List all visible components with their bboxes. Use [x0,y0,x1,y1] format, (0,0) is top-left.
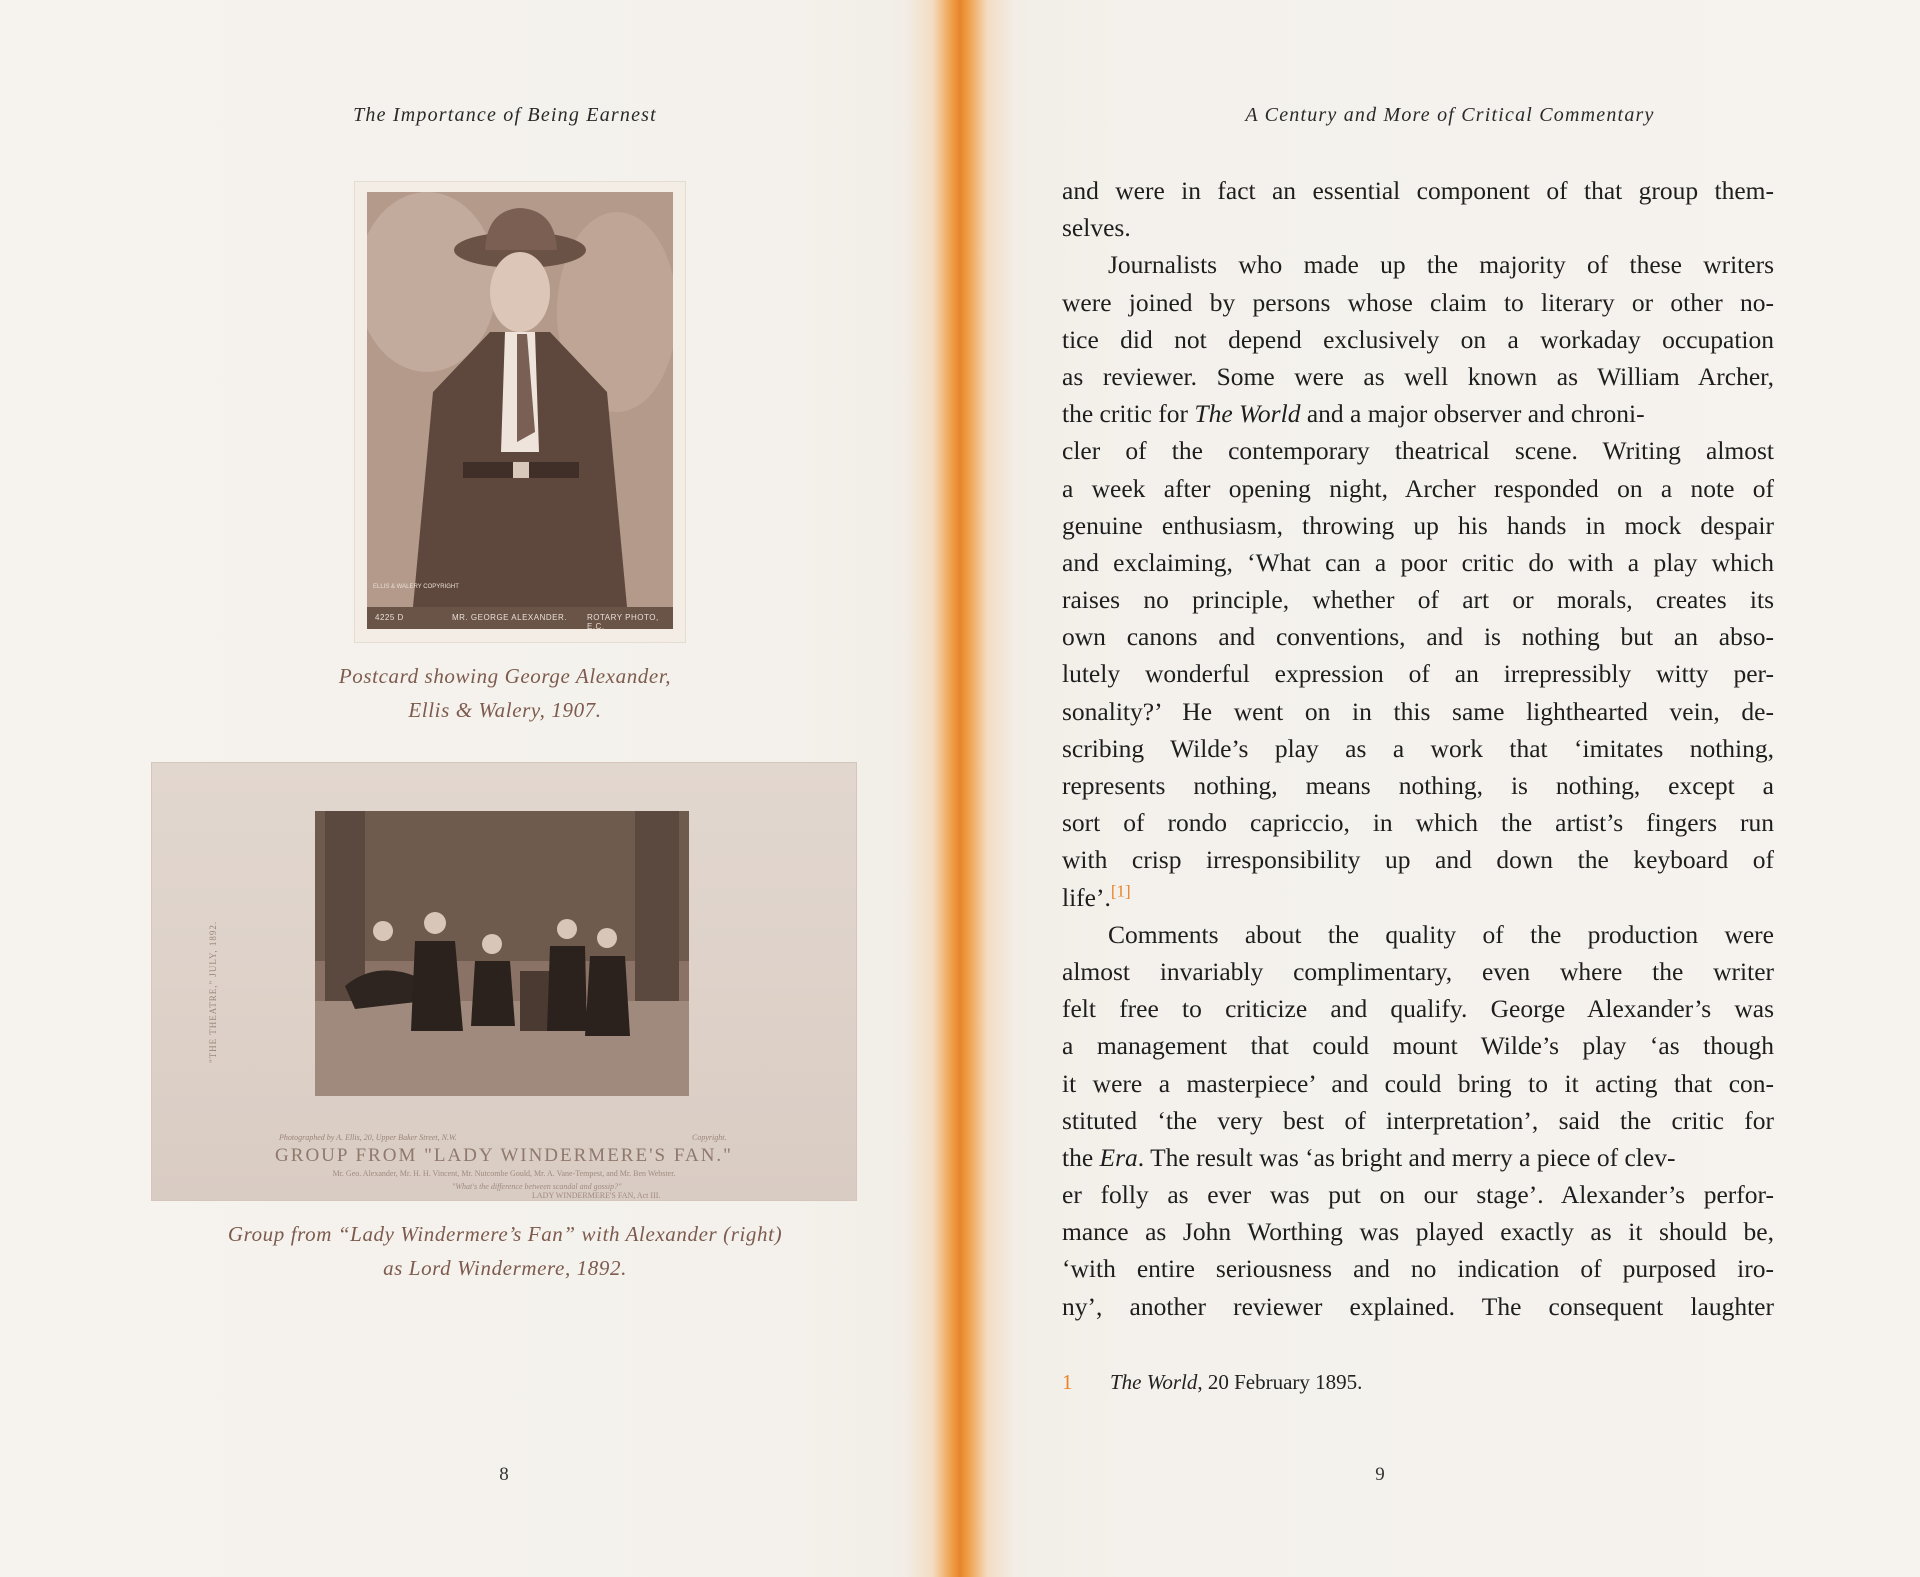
text-line: ny’, another reviewer explained. The consequent laughter [1062,1291,1774,1321]
text-line: as reviewer. Some were as well known as William Archer, [1062,361,1774,391]
left-running-head: The Importance of Being Earnest [353,104,657,126]
postcard-code: 4225 D [375,613,404,622]
george-alexander-portrait [367,192,673,607]
footnote-reference-link[interactable]: [1] [1110,881,1131,901]
text-line: lutely wonderful expression of an irrepressibly witty per- [1062,659,1774,689]
book-gutter [905,0,1015,1577]
postcard-publisher: ROTARY PHOTO, E.C. [587,613,659,631]
text-line: a week after opening night, Archer responded on a note of [1062,473,1774,503]
photo-names: Mr. Geo. Alexander, Mr. H. H. Vincent, Mr. Nutcombe Gould, Mr. A. Vane-Tempest, and Mr. Ben Webster. [332,1169,676,1178]
text-line: cler of the contemporary theatrical scene. Writing almost [1062,436,1774,466]
text-line [1062,395,1774,432]
figure1-caption [245,659,765,727]
work-title-era: Era [1099,1142,1138,1172]
text-run: . The result was ‘as bright and merry a piece of clev- [1137,1142,1676,1172]
postcard-name: MR. GEORGE ALEXANDER. [452,613,567,622]
figure2-caption-line1: Group from “Lady Windermere’s Fan” with Alexander (right) [227,1222,783,1246]
text-line: represents nothing, means nothing, is nothing, except a [1062,771,1774,800]
text-line: er folly as ever was put on our stage’. Alexander’s perfor- [1062,1180,1774,1210]
text-line: almost invariably complimentary, even where the writer [1062,956,1774,986]
text-line: and exclaiming, ‘What can a poor critic do with a play which [1062,547,1774,577]
text-line: stituted ‘the very best of interpretation’, said the critic for [1062,1105,1774,1135]
text-line: felt free to criticize and qualify. George Alexander’s was [1062,994,1774,1024]
text-line: sort of rondo capriccio, in which the artist’s fingers run [1062,808,1774,838]
text-run: the [1062,1142,1100,1172]
right-running-head: A Century and More of Critical Commentary [1245,104,1655,126]
group-photo-card [152,763,856,1200]
text-line: and were in fact an essential component of that group them- [1062,176,1774,205]
text-line: selves. [1062,213,1131,243]
photo-credit: Photographed by A. Ellis, 20, Upper Baker Street, N.W. [279,1133,457,1142]
text-line: Comments about the quality of the production were [1108,919,1774,949]
photo-copyright: Copyright. [692,1133,727,1142]
postcard-strip [367,607,673,629]
text-line [1062,879,1774,916]
figure2-caption [130,1217,880,1285]
text-line: Journalists who made up the majority of these writers [1108,250,1774,280]
footnote-date: , 20 February 1895. [1197,1370,1363,1394]
postcard-photo [355,182,685,642]
text-run: and a major observer and chroni- [1300,399,1645,429]
left-folio: 8 [499,1464,509,1485]
text-line: with crisp irresponsibility up and down the keyboard of [1062,845,1774,875]
text-run: the critic for [1062,399,1195,429]
work-title-the-world: The World [1194,399,1301,429]
footnote-source: The World [1110,1370,1198,1394]
figure1-caption-line2: Ellis & Walery, 1907. [408,698,602,722]
text-line [1062,1139,1774,1176]
text-line: raises no principle, whether of art or morals, creates its [1062,585,1774,615]
text-line: were joined by persons whose claim to literary or other no- [1062,287,1774,317]
group-illustration [315,811,689,1096]
text-run: life’. [1062,882,1111,912]
text-line: genuine enthusiasm, throwing up his hands in mock despair [1062,510,1774,540]
footnote-number: 1 [1062,1370,1073,1394]
text-line: mance as John Worthing was played exactly as it should be, [1062,1217,1774,1247]
photo-side-caption: "THE THEATRE," JULY, 1892. [208,920,218,1063]
photographer-stamp: ELLIS & WALERY COPYRIGHT [373,584,459,590]
text-line: it were a masterpiece’ and could bring to it acting that con- [1062,1068,1774,1098]
text-line: a management that could mount Wilde’s play ‘as though [1062,1031,1774,1061]
text-line: tice did not depend exclusively on a workaday occupation [1062,324,1774,354]
text-line: own canons and conventions, and is nothing but an abso- [1062,622,1774,652]
text-line: scribing Wilde’s play as a work that ‘imitates nothing, [1062,733,1774,763]
photo-act: LADY WINDERMERE'S FAN, Act III. [532,1191,661,1200]
footnote [1062,1370,1362,1395]
text-line: sonality?’ He went on in this same lighthearted vein, de- [1062,696,1774,726]
figure2-caption-line2: as Lord Windermere, 1892. [383,1256,627,1280]
body-text [1062,172,1774,1325]
photo-quote: "What's the difference between scandal and gossip?" [452,1182,622,1191]
photo-title: GROUP FROM "LADY WINDERMERE'S FAN." [275,1145,733,1166]
figure1-caption-line1: Postcard showing George Alexander, [338,664,672,688]
text-line: ‘with entire seriousness and no indication of purposed iro- [1062,1254,1774,1284]
portrait-illustration [367,192,673,607]
lady-windermere-group-photo [315,811,689,1096]
right-folio: 9 [1375,1464,1385,1485]
